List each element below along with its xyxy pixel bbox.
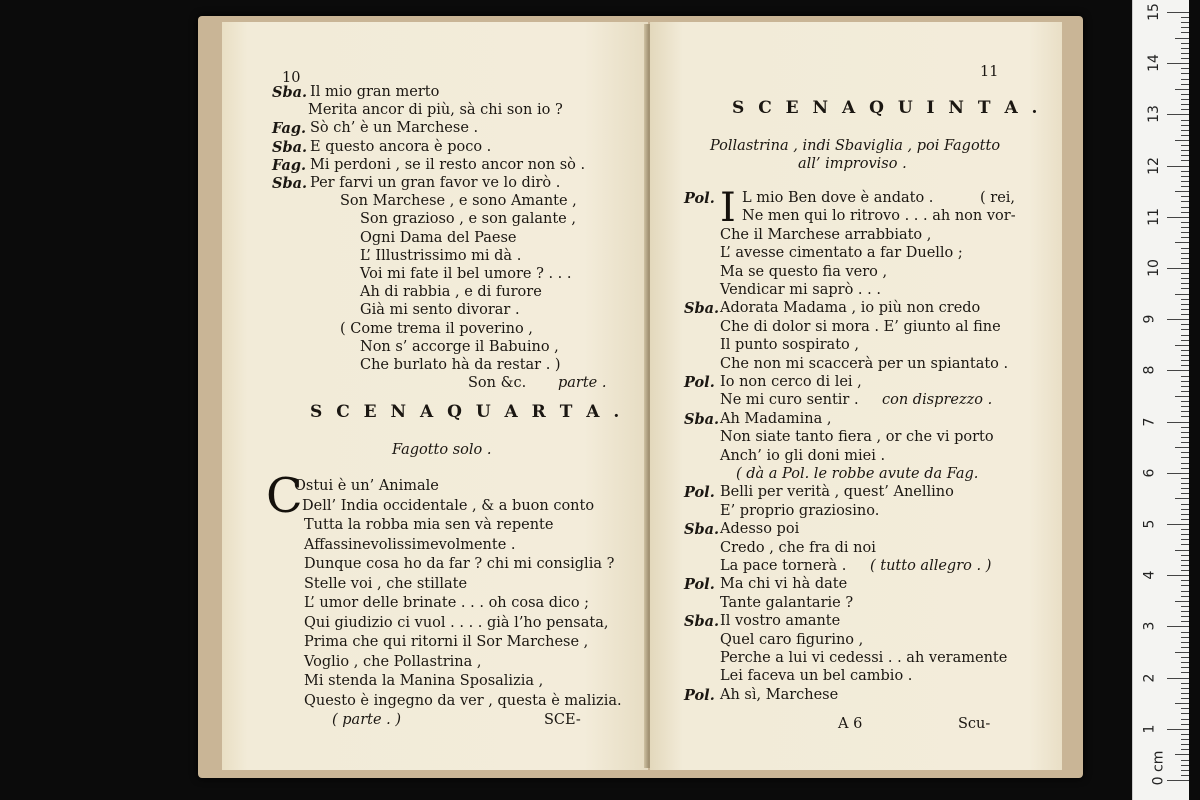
ruler-tick [1181, 585, 1189, 586]
ruler-tick [1181, 232, 1189, 233]
ruler-tick [1167, 217, 1189, 218]
ruler-tick [1181, 509, 1189, 510]
aria-line: Son Marchese , e sono Amante , [340, 193, 577, 210]
ruler-tick [1181, 248, 1189, 249]
ruler-number: 3 [1141, 621, 1158, 631]
ruler-tick [1181, 411, 1189, 412]
ruler-tick [1181, 637, 1189, 638]
ruler-tick [1181, 32, 1189, 33]
ruler-tick [1181, 611, 1189, 612]
dialogue-line: Anch’ io gli doni miei . [720, 447, 886, 464]
ruler-tick [1181, 120, 1189, 121]
ruler-tick [1175, 498, 1189, 499]
dialogue-line: Ne mi curo sentir . [720, 392, 859, 409]
ruler-tick [1181, 160, 1189, 161]
ruler-tick [1167, 12, 1189, 13]
ruler-tick [1167, 268, 1189, 269]
monologue-line: Qui giudizio ci vuol . . . . già l’ho pensata, [304, 614, 609, 631]
ruler-tick [1181, 176, 1189, 177]
ruler-tick [1181, 724, 1189, 725]
ruler-tick [1181, 227, 1189, 228]
ruler-tick [1181, 591, 1189, 592]
page-number: 10 [282, 70, 301, 86]
catchword: Scu- [958, 716, 991, 732]
ruler-tick [1181, 273, 1189, 274]
ruler-tick [1181, 145, 1189, 146]
ruler-tick [1181, 68, 1189, 69]
ruler-number: 15 [1145, 3, 1162, 21]
page-number: 11 [980, 64, 999, 80]
ruler-tick [1181, 468, 1189, 469]
ruler-tick [1175, 447, 1189, 448]
ruler-tick [1167, 729, 1189, 730]
ruler-tick [1181, 570, 1189, 571]
speaker-label: Sba. [684, 521, 720, 539]
aria-line: Voi mi fate il bel umore ? . . . [360, 266, 572, 282]
ruler-tick [1181, 27, 1189, 28]
ruler-tick [1181, 125, 1189, 126]
ruler-tick [1181, 299, 1189, 300]
ruler-tick [1175, 754, 1189, 755]
ruler-number: 1 [1141, 724, 1158, 734]
ruler-tick [1181, 662, 1189, 663]
ruler-tick [1181, 335, 1189, 336]
ruler-unit-label: 0 cm [1150, 750, 1167, 786]
speaker-label: Sba. [272, 138, 308, 156]
dialogue-line: E questo ancora è poco . [310, 138, 492, 155]
ruler-tick [1181, 565, 1189, 566]
ruler-tick [1181, 457, 1189, 458]
speaker-label: Fag. [272, 156, 307, 174]
monologue-line: Mi stenda la Manina Sposalizia , [304, 673, 544, 689]
dialogue-line: Che di dolor si mora . E’ giunto al fine [720, 318, 1001, 335]
dialogue-line: Non siate tanto fiera , or che vi porto [720, 429, 994, 446]
aria-line: ( Come trema il poverino , [340, 320, 533, 337]
speaker-label: Pol. [684, 576, 715, 594]
ruler-tick [1181, 130, 1189, 131]
ruler-tick [1181, 416, 1189, 417]
dialogue-line: Che il Marchese arrabbiato , [720, 226, 932, 243]
catchword: SCE- [544, 712, 581, 728]
ruler-tick [1181, 43, 1189, 44]
aria-line: L’ Illustrissimo mi dà . [360, 247, 522, 264]
scene-subtitle: Pollastrina , indi Sbaviglia , poi Fagotto [710, 138, 1001, 154]
ruler-tick [1181, 222, 1189, 223]
ruler-number: 14 [1145, 54, 1162, 73]
ruler-tick [1181, 196, 1189, 197]
dialogue-line: Per farvi un gran favor ve lo dirò . [310, 175, 561, 191]
ruler-tick [1181, 544, 1189, 545]
ruler-tick [1181, 201, 1189, 202]
ruler-tick [1181, 79, 1189, 80]
dialogue-line: Che non mi scaccerà per un spiantato . [720, 355, 1009, 372]
ruler-tick [1181, 683, 1189, 684]
speaker-label: Sba. [272, 175, 308, 192]
monologue-line: Questo è ingegno da ver , questa è malizia. [304, 692, 622, 709]
stage-direction: ( dà a Pol. le robbe avute da Fag. [736, 466, 979, 482]
scene-subtitle: Fagotto solo . [392, 442, 492, 458]
ruler-tick [1181, 155, 1189, 156]
ruler-tick [1181, 263, 1189, 264]
ruler-tick [1167, 422, 1189, 423]
drop-cap: C [266, 468, 303, 524]
ruler-tick [1181, 647, 1189, 648]
ruler-tick [1181, 340, 1189, 341]
speaker-label: Sba. [272, 84, 308, 101]
dialogue-line: Belli per verità , quest’ Anellino [720, 484, 954, 501]
dialogue-line: Tante galantarie ? [720, 594, 854, 611]
monologue-line: Prima che qui ritorni il Sor Marchese , [304, 634, 589, 650]
ruler-tick [1181, 386, 1189, 387]
ruler-tick [1181, 324, 1189, 325]
dialogue-line: Sò ch’ è un Marchese . [310, 120, 479, 137]
stage-direction: ( parte . ) [332, 712, 402, 728]
ruler-tick [1181, 504, 1189, 505]
monologue-line: Voglio , che Pollastrina , [304, 653, 482, 670]
speaker-label: Pol. [684, 686, 715, 704]
ruler-tick [1181, 642, 1189, 643]
ruler-tick [1181, 237, 1189, 238]
monologue-line: Stelle voi , che stillate [304, 575, 468, 592]
ruler-number: 8 [1141, 365, 1158, 375]
ruler-tick [1181, 657, 1189, 658]
ruler-tick [1167, 473, 1189, 474]
ruler-tick [1181, 253, 1189, 254]
dialogue-line: Mi perdoni , se il resto ancor non sò . [310, 156, 586, 173]
dialogue-line: L’ avesse cimentato a far Duello ; [720, 245, 963, 262]
right-page [650, 22, 1062, 770]
ruler-tick [1181, 99, 1189, 100]
stage-direction: parte . [558, 375, 607, 392]
ruler-tick [1167, 626, 1189, 627]
ruler-tick [1181, 739, 1189, 740]
open-book [198, 16, 1083, 778]
ruler-tick [1175, 601, 1189, 602]
ruler-tick [1181, 17, 1189, 18]
ruler-tick [1175, 140, 1189, 141]
stage-direction: ( tutto allegro . ) [870, 558, 992, 574]
dialogue-line: Credo , che fra di noi [720, 539, 876, 556]
ruler-tick [1181, 596, 1189, 597]
ruler-tick [1181, 406, 1189, 407]
ruler-tick [1181, 391, 1189, 392]
ruler-number: 4 [1141, 570, 1158, 580]
ruler-tick [1181, 698, 1189, 699]
dialogue-line: Ne men qui lo ritrovo . . . ah non vor- [742, 208, 1016, 225]
ruler-tick [1181, 483, 1189, 484]
aria-line: Ogni Dama del Paese [360, 229, 517, 246]
ruler-tick [1181, 355, 1189, 356]
aria-line: Non s’ accorge il Babuino , [360, 338, 559, 355]
ruler-tick [1181, 283, 1189, 284]
ruler-tick [1181, 22, 1189, 23]
ruler-tick [1181, 329, 1189, 330]
ruler-tick [1181, 688, 1189, 689]
speaker-label: Pol. [684, 374, 715, 391]
ruler-number: 10 [1145, 259, 1162, 277]
dialogue-line: L mio Ben dove è andato . [742, 190, 934, 206]
ruler-tick [1181, 616, 1189, 617]
ruler-tick [1181, 452, 1189, 453]
dialogue-line: Io non cerco di lei , [720, 374, 862, 390]
monologue-line: Dell’ India occidentale , & a buon conto [302, 497, 595, 514]
monologue-line: Tutta la robba mia sen và repente [304, 517, 554, 533]
ruler-tick [1181, 708, 1189, 709]
ruler-tick [1181, 719, 1189, 720]
ruler-tick [1181, 693, 1189, 694]
ruler-tick [1181, 488, 1189, 489]
ruler-tick [1181, 53, 1189, 54]
ruler-tick [1167, 114, 1189, 115]
ruler-tick [1181, 365, 1189, 366]
dialogue-line: Il vostro amante [720, 613, 841, 630]
ruler-tick [1167, 319, 1189, 320]
ruler-number: 5 [1141, 519, 1158, 529]
monologue-line: Dunque cosa ho da far ? chi mi consiglia ? [304, 556, 615, 572]
scene-title: S C E N A Q U I N T A . [732, 98, 1042, 118]
monologue-line: L’ umor delle brinate . . . oh cosa dico ; [304, 595, 590, 611]
ruler-number: 6 [1141, 468, 1158, 478]
ruler-tick [1181, 207, 1189, 208]
ruler-tick [1181, 304, 1189, 305]
dialogue-line: Merita ancor di più, sà chi son io ? [308, 102, 563, 119]
dialogue-line: Adesso poi [720, 521, 800, 538]
speaker-label: Pol. [684, 190, 715, 207]
ruler-tick [1181, 73, 1189, 74]
ruler-number: 7 [1141, 417, 1158, 427]
ruler-tick [1181, 621, 1189, 622]
ruler-tick [1175, 652, 1189, 653]
ruler-tick [1181, 314, 1189, 315]
ruler-tick [1167, 678, 1189, 679]
ruler-tick [1181, 514, 1189, 515]
ruler-number: 2 [1141, 673, 1158, 683]
ruler-tick [1181, 478, 1189, 479]
aria-line: Che burlato hà da restar . ) [360, 357, 561, 373]
speaker-label: Sba. [684, 613, 720, 631]
ruler-number: 9 [1141, 314, 1158, 324]
ruler-number: 11 [1145, 207, 1162, 226]
ruler-tick [1175, 396, 1189, 397]
ruler-tick [1181, 539, 1189, 540]
ruler-tick [1181, 560, 1189, 561]
ruler-tick [1181, 760, 1189, 761]
ruler-tick [1181, 360, 1189, 361]
ruler-tick [1181, 212, 1189, 213]
ruler-tick [1181, 427, 1189, 428]
ruler-tick [1167, 524, 1189, 525]
ruler-tick [1181, 309, 1189, 310]
aria-line: Son grazioso , e son galante , [360, 211, 576, 228]
ruler-tick [1181, 672, 1189, 673]
ruler-tick [1175, 703, 1189, 704]
ruler-tick [1167, 63, 1189, 64]
ruler-tick [1181, 84, 1189, 85]
ruler-number: 13 [1145, 105, 1162, 124]
ruler-tick [1181, 186, 1189, 187]
ruler-tick [1181, 381, 1189, 382]
dialogue-line: Ah Madamina , [720, 410, 832, 427]
ruler-tick [1181, 765, 1189, 766]
ruler-tick [1181, 606, 1189, 607]
ruler-tick [1181, 432, 1189, 433]
ruler-tick [1181, 744, 1189, 745]
ruler-tick [1181, 181, 1189, 182]
ruler-tick [1181, 749, 1189, 750]
scene-subtitle: all’ improviso . [798, 156, 907, 172]
drop-cap: I [720, 185, 736, 231]
dialogue-line: Vendicar mi saprò . . . [720, 282, 881, 298]
ruler-tick [1175, 294, 1189, 295]
ruler-tick [1181, 770, 1189, 771]
ruler-tick [1181, 58, 1189, 59]
ruler-tick [1181, 258, 1189, 259]
dialogue-line: Perche a lui vi cedessi . . ah veramente [720, 650, 1008, 666]
ruler-tick [1175, 242, 1189, 243]
ruler-tick [1181, 632, 1189, 633]
ruler-tick [1175, 550, 1189, 551]
measurement-ruler [1132, 0, 1189, 800]
dialogue-line: Lei faceva un bel cambio . [720, 668, 913, 685]
aria-line: Già mi sento divorar . [360, 302, 520, 319]
stage-direction: ( rei, [980, 190, 1016, 206]
ruler-tick [1181, 534, 1189, 535]
ruler-tick [1181, 580, 1189, 581]
ruler-tick [1175, 38, 1189, 39]
dialogue-line: Il mio gran merto [310, 84, 440, 100]
ruler-tick [1167, 575, 1189, 576]
speaker-label: Pol. [684, 484, 715, 502]
ruler-tick [1181, 713, 1189, 714]
ruler-tick [1175, 89, 1189, 90]
ruler-tick [1175, 345, 1189, 346]
ruler-tick [1181, 734, 1189, 735]
stage-direction: con disprezzo . [882, 392, 993, 409]
dialogue-line: Ma se questo fia vero , [720, 263, 888, 280]
scene-title: S C E N A Q U A R T A . [310, 402, 624, 422]
dialogue-line: Ma chi vi hà date [720, 576, 848, 593]
monologue-line: Affassinevolissimevolmente . [304, 536, 516, 553]
ruler-tick [1181, 555, 1189, 556]
ruler-tick [1181, 109, 1189, 110]
aria-line: Ah di rabbia , e di furore [360, 284, 542, 301]
ruler-tick [1181, 529, 1189, 530]
dialogue-line: Ah sì, Marchese [720, 686, 839, 703]
ruler-number: 12 [1145, 156, 1162, 175]
aria-end: Son &c. [468, 375, 527, 392]
ruler-tick [1181, 171, 1189, 172]
speaker-label: Sba. [684, 410, 720, 428]
ruler-tick [1181, 104, 1189, 105]
ruler-tick [1181, 48, 1189, 49]
ruler-tick [1181, 442, 1189, 443]
ruler-tick [1181, 135, 1189, 136]
ruler-tick [1181, 775, 1189, 776]
ruler-tick [1181, 519, 1189, 520]
monologue-line: Ostui è un’ Animale [294, 478, 439, 494]
ruler-tick [1175, 191, 1189, 192]
ruler-tick [1181, 150, 1189, 151]
ruler-tick [1181, 493, 1189, 494]
dialogue-line: Adorata Madama , io più non credo [720, 300, 981, 317]
ruler-tick [1181, 463, 1189, 464]
left-page [222, 22, 648, 770]
ruler-tick [1181, 376, 1189, 377]
dialogue-line: Il punto sospirato , [720, 337, 859, 354]
ruler-tick [1167, 370, 1189, 371]
ruler-tick [1181, 350, 1189, 351]
ruler-tick [1167, 780, 1189, 781]
speaker-label: Fag. [272, 120, 307, 138]
ruler-tick [1181, 94, 1189, 95]
signature-mark: A 6 [838, 716, 863, 732]
dialogue-line: Quel caro figurino , [720, 631, 864, 648]
speaker-label: Sba. [684, 300, 720, 318]
dialogue-line: La pace tornerà . [720, 558, 847, 574]
ruler-tick [1181, 437, 1189, 438]
ruler-tick [1181, 278, 1189, 279]
dialogue-line: E’ proprio graziosino. [720, 502, 880, 519]
ruler-tick [1181, 288, 1189, 289]
ruler-tick [1181, 401, 1189, 402]
ruler-tick [1181, 667, 1189, 668]
ruler-tick [1167, 166, 1189, 167]
